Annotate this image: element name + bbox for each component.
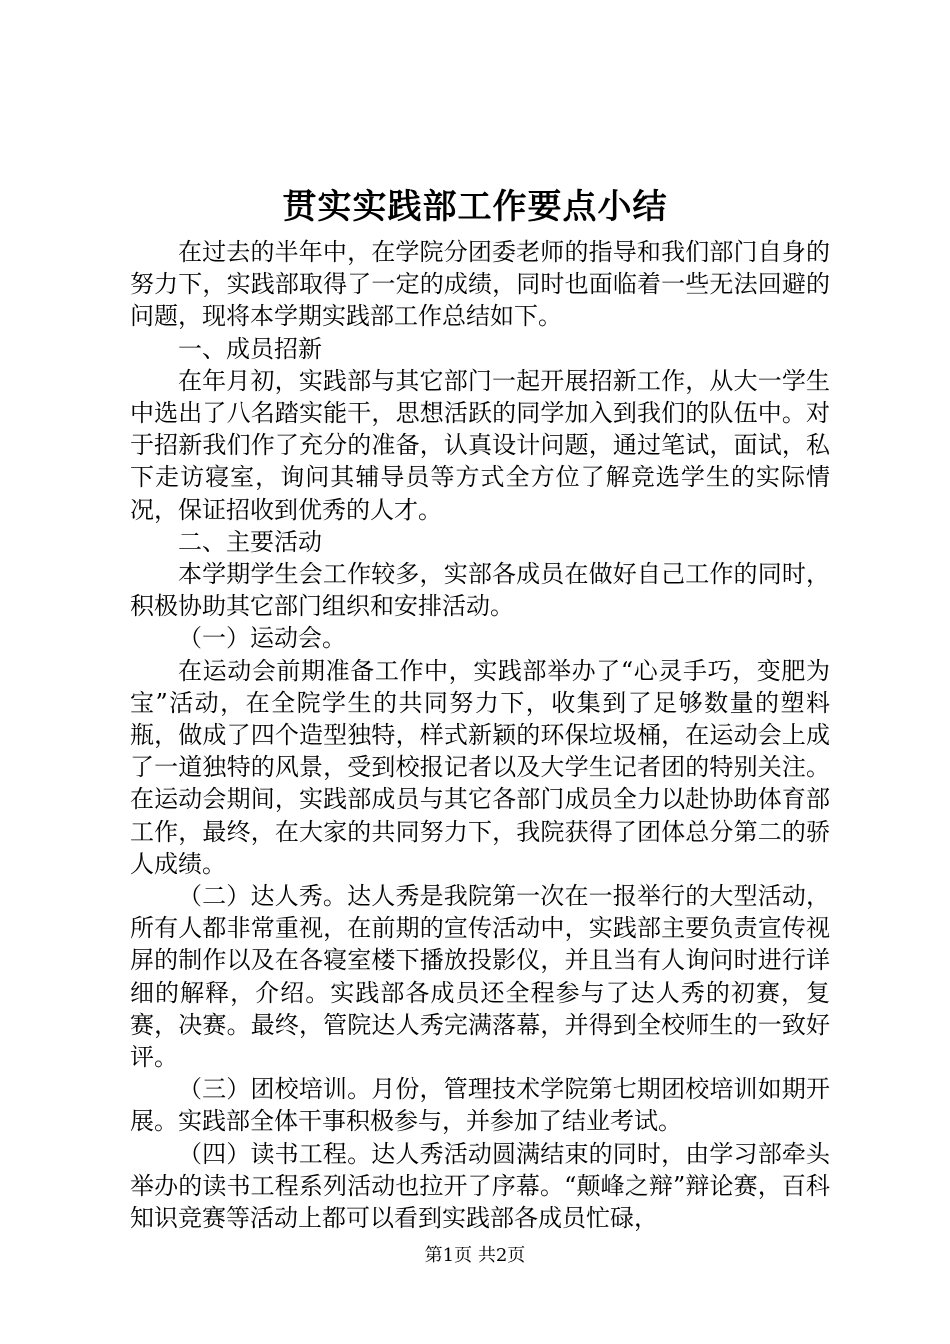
paragraph-reading-project: （四）读书工程。达人秀活动圆满结束的同时，由学习部牵头举办的读书工程系列活动也拉开了序幕。“颠峰之辩”辩论赛，百科知识竞赛等活动上都可以看到实践部各成员忙碌， [130,1139,830,1233]
paragraph-talent-show: （二）达人秀。达人秀是我院第一次在一报举行的大型活动，所有人都非常重视，在前期的宣传活动中，实践部主要负责宣传视屏的制作以及在各寝室楼下播放投影仪，并且当有人询问时进行详细的解释，介绍。实践部各成员还全程参与了达人秀的初赛，复赛，决赛。最终，管院达人秀完满落幕，并得到全校师生的一致好评。 [130,882,830,1072]
paragraph-activities-overview: 本学期学生会工作较多，实部各成员在做好自己工作的同时，积极协助其它部门组织和安排活动。 [130,560,830,621]
document-title: 贯实实践部工作要点小结 [282,187,668,227]
page-number-footer: 第1页 共2页 [424,1245,526,1266]
paragraph-intro: 在过去的半年中，在学院分团委老师的指导和我们部门自身的努力下，实践部取得了一定的成绩，同时也面临着一些无法回避的问题，现将本学期实践部工作总结如下。 [130,238,830,331]
paragraph-league-training: （三）团校培训。月份，管理技术学院第七期团校培训如期开展。实践部全体干事积极参与，并参加了结业考试。 [130,1075,830,1136]
section-heading-activities: 二、主要活动 [178,527,322,556]
subheading-sports-meet: （一）运动会。 [178,624,346,653]
document-body [130,236,830,1234]
section-heading-recruitment: 一、成员招新 [178,334,322,363]
paragraph-recruitment: 在年月初，实践部与其它部门一起开展招新工作，从大一学生中选出了八名踏实能干，思想活跃的同学加入到我们的队伍中。对于招新我们作了充分的准备，认真设计问题，通过笔试，面试，私下走访寝室，询问其辅导员等方式全方位了解竞选学生的实际情况，保证招收到优秀的人才。 [130,366,830,524]
paragraph-sports-meet: 在运动会前期准备工作中，实践部举办了“心灵手巧，变肥为宝”活动，在全院学生的共同努力下，收集到了足够数量的塑料瓶，做成了四个造型独特，样式新颖的环保垃圾桶，在运动会上成了一道独特的风景，受到校报记者以及大学生记者团的特别关注。在运动会期间，实践部成员与其它各部门成员全力以赴协助体育部工作，最终，在大家的共同努力下，我院获得了团体总分第二的骄人成绩。 [130,656,830,878]
